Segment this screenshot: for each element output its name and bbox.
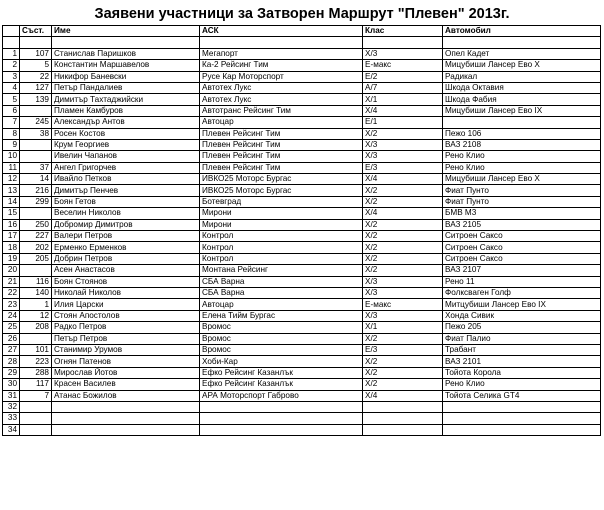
name-cell: Илия Царски	[52, 299, 200, 310]
class-cell: Х/3	[363, 287, 443, 298]
car-cell	[443, 424, 601, 435]
name-cell: Александър Антов	[52, 117, 200, 128]
number-cell: 22	[20, 71, 52, 82]
club-cell: Вромос	[200, 322, 363, 333]
header-cell-class: Клас	[363, 26, 443, 37]
number-cell: 12	[20, 310, 52, 321]
number-cell: 250	[20, 219, 52, 230]
club-cell: ИВКО25 Моторс Бургас	[200, 185, 363, 196]
car-cell: Ситроен Саксо	[443, 253, 601, 264]
class-cell: Х/1	[363, 94, 443, 105]
name-cell: Добрин Петров	[52, 253, 200, 264]
name-cell: Мирослав Йотов	[52, 367, 200, 378]
index-cell: 30	[3, 379, 20, 390]
name-cell: Ивайло Петков	[52, 174, 200, 185]
car-cell: Опел Кадет	[443, 48, 601, 59]
number-cell: 245	[20, 117, 52, 128]
table-row	[3, 287, 601, 298]
class-cell: Х/2	[363, 242, 443, 253]
number-cell	[20, 401, 52, 412]
header-cell-index	[3, 26, 20, 37]
number-cell: 1	[20, 299, 52, 310]
index-cell: 26	[3, 333, 20, 344]
table-row	[3, 276, 601, 287]
table-row	[3, 196, 601, 207]
class-cell: Х/2	[363, 185, 443, 196]
car-cell: Хонда Сивик	[443, 310, 601, 321]
car-cell: Тойота Селика GT4	[443, 390, 601, 401]
car-cell: Трабант	[443, 344, 601, 355]
number-cell: 14	[20, 174, 52, 185]
class-cell: Е/3	[363, 344, 443, 355]
club-cell: СБА Варна	[200, 276, 363, 287]
car-cell: Фиат Пунто	[443, 185, 601, 196]
name-cell: Стоян Апостолов	[52, 310, 200, 321]
name-cell: Боян Гетов	[52, 196, 200, 207]
club-cell: Автотранс Рейсинг Тим	[200, 105, 363, 116]
table-row	[3, 151, 601, 162]
name-cell: Пламен Камбуров	[52, 105, 200, 116]
number-cell: 227	[20, 231, 52, 242]
class-cell: Х/3	[363, 139, 443, 150]
name-cell: Никифор Баневски	[52, 71, 200, 82]
number-cell: 216	[20, 185, 52, 196]
car-cell: Ситроен Саксо	[443, 242, 601, 253]
class-cell: А/7	[363, 82, 443, 93]
number-cell: 7	[20, 390, 52, 401]
number-cell: 101	[20, 344, 52, 355]
club-cell: АРА Моторспорт Габрово	[200, 390, 363, 401]
index-cell: 21	[3, 276, 20, 287]
name-cell: Ивелин Чапанов	[52, 151, 200, 162]
club-cell	[200, 424, 363, 435]
index-cell: 17	[3, 231, 20, 242]
number-cell	[20, 333, 52, 344]
class-cell: Х/4	[363, 105, 443, 116]
table-row	[3, 424, 601, 435]
number-cell	[20, 151, 52, 162]
page-title: Заявени участници за Затворен Маршрут "Плевен" 2013г.	[94, 6, 510, 22]
club-cell: Плевен Рейсинг Тим	[200, 139, 363, 150]
club-cell: Елена Тийм Бургас	[200, 310, 363, 321]
number-cell: 223	[20, 356, 52, 367]
index-cell: 8	[3, 128, 20, 139]
header-cell-name: Име	[52, 26, 200, 37]
number-cell: 38	[20, 128, 52, 139]
number-cell: 202	[20, 242, 52, 253]
name-cell: Ерменко Ерменков	[52, 242, 200, 253]
club-cell: Плевен Рейсинг Тим	[200, 151, 363, 162]
club-cell: Автоцар	[200, 299, 363, 310]
class-cell: Е-макс	[363, 299, 443, 310]
club-cell: Контрол	[200, 253, 363, 264]
index-cell: 19	[3, 253, 20, 264]
table-row	[3, 333, 601, 344]
car-cell: Фиат Палио	[443, 333, 601, 344]
table-header-row	[3, 26, 601, 37]
class-cell: Х/3	[363, 310, 443, 321]
index-cell: 23	[3, 299, 20, 310]
name-cell: Атанас Божилов	[52, 390, 200, 401]
table-body	[3, 26, 601, 436]
table-row	[3, 379, 601, 390]
club-cell: Ка-2 Рейсинг Тим	[200, 60, 363, 71]
number-cell	[20, 265, 52, 276]
table-row	[3, 71, 601, 82]
table-row	[3, 208, 601, 219]
number-cell	[20, 208, 52, 219]
club-cell: Вромос	[200, 344, 363, 355]
index-cell: 14	[3, 196, 20, 207]
name-cell: Добромир Димитров	[52, 219, 200, 230]
number-cell: 107	[20, 48, 52, 59]
number-cell	[20, 413, 52, 424]
index-cell: 32	[3, 401, 20, 412]
club-cell: Русе Кар Моторспорт	[200, 71, 363, 82]
name-cell: Станислав Паришков	[52, 48, 200, 59]
number-cell	[20, 424, 52, 435]
number-cell: 140	[20, 287, 52, 298]
index-cell: 16	[3, 219, 20, 230]
table-row	[3, 128, 601, 139]
table-row	[3, 185, 601, 196]
car-cell: Радикал	[443, 71, 601, 82]
name-cell: Петър Пандалиев	[52, 82, 200, 93]
car-cell: ВАЗ 2101	[443, 356, 601, 367]
table-row	[3, 310, 601, 321]
class-cell: Х/2	[363, 367, 443, 378]
club-cell	[200, 401, 363, 412]
car-cell: БМВ М3	[443, 208, 601, 219]
club-cell: Автоцар	[200, 117, 363, 128]
number-cell: 205	[20, 253, 52, 264]
name-cell: Николай Николов	[52, 287, 200, 298]
name-cell: Валери Петров	[52, 231, 200, 242]
table-row	[3, 322, 601, 333]
table-row	[3, 367, 601, 378]
name-cell: Димитър Пенчев	[52, 185, 200, 196]
participants-table	[2, 25, 601, 436]
index-cell: 18	[3, 242, 20, 253]
car-cell: Мицубиши Лансер Ево X	[443, 60, 601, 71]
table-row	[3, 253, 601, 264]
table-row	[3, 48, 601, 59]
car-cell: Митцубиши Лансер Ево IX	[443, 299, 601, 310]
name-cell: Крум Георгиев	[52, 139, 200, 150]
number-cell	[20, 105, 52, 116]
index-cell: 29	[3, 367, 20, 378]
index-cell: 28	[3, 356, 20, 367]
club-cell: Мегапорт	[200, 48, 363, 59]
class-cell	[363, 401, 443, 412]
number-cell: 288	[20, 367, 52, 378]
club-cell: Монтана Рейсинг	[200, 265, 363, 276]
number-cell: 116	[20, 276, 52, 287]
index-cell: 10	[3, 151, 20, 162]
name-cell: Константин Маршавелов	[52, 60, 200, 71]
class-cell: Х/1	[363, 322, 443, 333]
car-cell: Мицубиши Лансер Ево X	[443, 174, 601, 185]
class-cell: Х/2	[363, 333, 443, 344]
name-cell: Ангел Григорчев	[52, 162, 200, 173]
number-cell: 117	[20, 379, 52, 390]
car-cell	[443, 401, 601, 412]
class-cell	[363, 424, 443, 435]
number-cell: 5	[20, 60, 52, 71]
table-row	[3, 139, 601, 150]
index-cell: 9	[3, 139, 20, 150]
class-cell: Х/3	[363, 151, 443, 162]
club-cell: ИВКО25 Моторс Бургас	[200, 174, 363, 185]
class-cell: Х/2	[363, 196, 443, 207]
name-cell: Станимир Урумов	[52, 344, 200, 355]
index-cell: 5	[3, 94, 20, 105]
class-cell: Х/2	[363, 379, 443, 390]
table-row	[3, 94, 601, 105]
class-cell: Х/4	[363, 390, 443, 401]
index-cell: 6	[3, 105, 20, 116]
car-cell: Пежо 205	[443, 322, 601, 333]
car-cell: Мицубиши Лансер Ево IX	[443, 105, 601, 116]
header-cell-car: Автомобил	[443, 26, 601, 37]
index-cell: 12	[3, 174, 20, 185]
table-row	[3, 401, 601, 412]
table-row	[3, 390, 601, 401]
class-cell: Х/4	[363, 208, 443, 219]
class-cell: Х/2	[363, 219, 443, 230]
car-cell: Рено Клио	[443, 379, 601, 390]
header-cell-club: АСК	[200, 26, 363, 37]
table-row	[3, 174, 601, 185]
index-cell: 3	[3, 71, 20, 82]
car-cell: Рено Клио	[443, 151, 601, 162]
car-cell: Тойота Корола	[443, 367, 601, 378]
class-cell: Х/4	[363, 174, 443, 185]
club-cell: Мирони	[200, 219, 363, 230]
name-cell: Росен Костов	[52, 128, 200, 139]
class-cell: Х/2	[363, 128, 443, 139]
name-cell: Асен Анастасов	[52, 265, 200, 276]
index-cell: 7	[3, 117, 20, 128]
table-row	[3, 105, 601, 116]
table-row	[3, 356, 601, 367]
car-cell: Рено Клио	[443, 162, 601, 173]
class-cell: Х/2	[363, 356, 443, 367]
club-cell: СБА Варна	[200, 287, 363, 298]
number-cell: 127	[20, 82, 52, 93]
class-cell: Е-макс	[363, 60, 443, 71]
table-row	[3, 231, 601, 242]
class-cell: Х/2	[363, 253, 443, 264]
index-cell: 1	[3, 48, 20, 59]
club-cell: Плевен Рейсинг Тим	[200, 162, 363, 173]
club-cell: Хоби-Кар	[200, 356, 363, 367]
index-cell: 25	[3, 322, 20, 333]
name-cell: Огнян Патенов	[52, 356, 200, 367]
table-row	[3, 82, 601, 93]
class-cell: Е/1	[363, 117, 443, 128]
index-cell: 31	[3, 390, 20, 401]
table-row	[3, 344, 601, 355]
car-cell: ВАЗ 2105	[443, 219, 601, 230]
car-cell: ВАЗ 2107	[443, 265, 601, 276]
number-cell: 139	[20, 94, 52, 105]
car-cell: Рено 11	[443, 276, 601, 287]
car-cell: Ситроен Саксо	[443, 231, 601, 242]
name-cell	[52, 424, 200, 435]
car-cell: Шкода Октавия	[443, 82, 601, 93]
number-cell: 208	[20, 322, 52, 333]
club-cell: Контрол	[200, 242, 363, 253]
class-cell: Е/3	[363, 162, 443, 173]
index-cell: 33	[3, 413, 20, 424]
class-cell: Е/2	[363, 71, 443, 82]
car-cell: Пежо 106	[443, 128, 601, 139]
table-row	[3, 265, 601, 276]
index-cell: 20	[3, 265, 20, 276]
number-cell: 37	[20, 162, 52, 173]
club-cell: Ефко Рейсинг Казанлък	[200, 367, 363, 378]
class-cell: Х/2	[363, 231, 443, 242]
table-row	[3, 117, 601, 128]
table-row	[3, 60, 601, 71]
name-cell: Боян Стоянов	[52, 276, 200, 287]
car-cell: ВАЗ 2108	[443, 139, 601, 150]
class-cell: X/3	[363, 48, 443, 59]
index-cell: 24	[3, 310, 20, 321]
number-cell	[20, 139, 52, 150]
name-cell: Радко Петров	[52, 322, 200, 333]
index-cell: 27	[3, 344, 20, 355]
table-row	[3, 219, 601, 230]
index-cell: 34	[3, 424, 20, 435]
name-cell	[52, 413, 200, 424]
name-cell: Димитър Тахтаджийски	[52, 94, 200, 105]
table-row	[3, 299, 601, 310]
table-row	[3, 162, 601, 173]
index-cell: 15	[3, 208, 20, 219]
spacer-row	[3, 37, 601, 48]
club-cell	[200, 413, 363, 424]
club-cell: Плевен Рейсинг Тим	[200, 128, 363, 139]
club-cell: Вромос	[200, 333, 363, 344]
club-cell: Ефко Рейсинг Казанлък	[200, 379, 363, 390]
club-cell: Автотех Лукс	[200, 94, 363, 105]
club-cell: Контрол	[200, 231, 363, 242]
table-row	[3, 242, 601, 253]
index-cell: 13	[3, 185, 20, 196]
name-cell: Красен Василев	[52, 379, 200, 390]
name-cell	[52, 401, 200, 412]
club-cell: Автотех Лукс	[200, 82, 363, 93]
index-cell: 22	[3, 287, 20, 298]
car-cell: Шкода Фабия	[443, 94, 601, 105]
car-cell	[443, 413, 601, 424]
index-cell: 2	[3, 60, 20, 71]
name-cell: Веселин Николов	[52, 208, 200, 219]
index-cell: 4	[3, 82, 20, 93]
table-row	[3, 413, 601, 424]
club-cell: Ботевград	[200, 196, 363, 207]
car-cell: Фолксваген Голф	[443, 287, 601, 298]
car-cell: Фиат Пунто	[443, 196, 601, 207]
class-cell	[363, 413, 443, 424]
car-cell	[443, 117, 601, 128]
index-cell: 11	[3, 162, 20, 173]
class-cell: Х/2	[363, 265, 443, 276]
class-cell: Х/3	[363, 276, 443, 287]
header-cell-number: Съст.	[20, 26, 52, 37]
name-cell: Петър Петров	[52, 333, 200, 344]
number-cell: 299	[20, 196, 52, 207]
club-cell: Мирони	[200, 208, 363, 219]
